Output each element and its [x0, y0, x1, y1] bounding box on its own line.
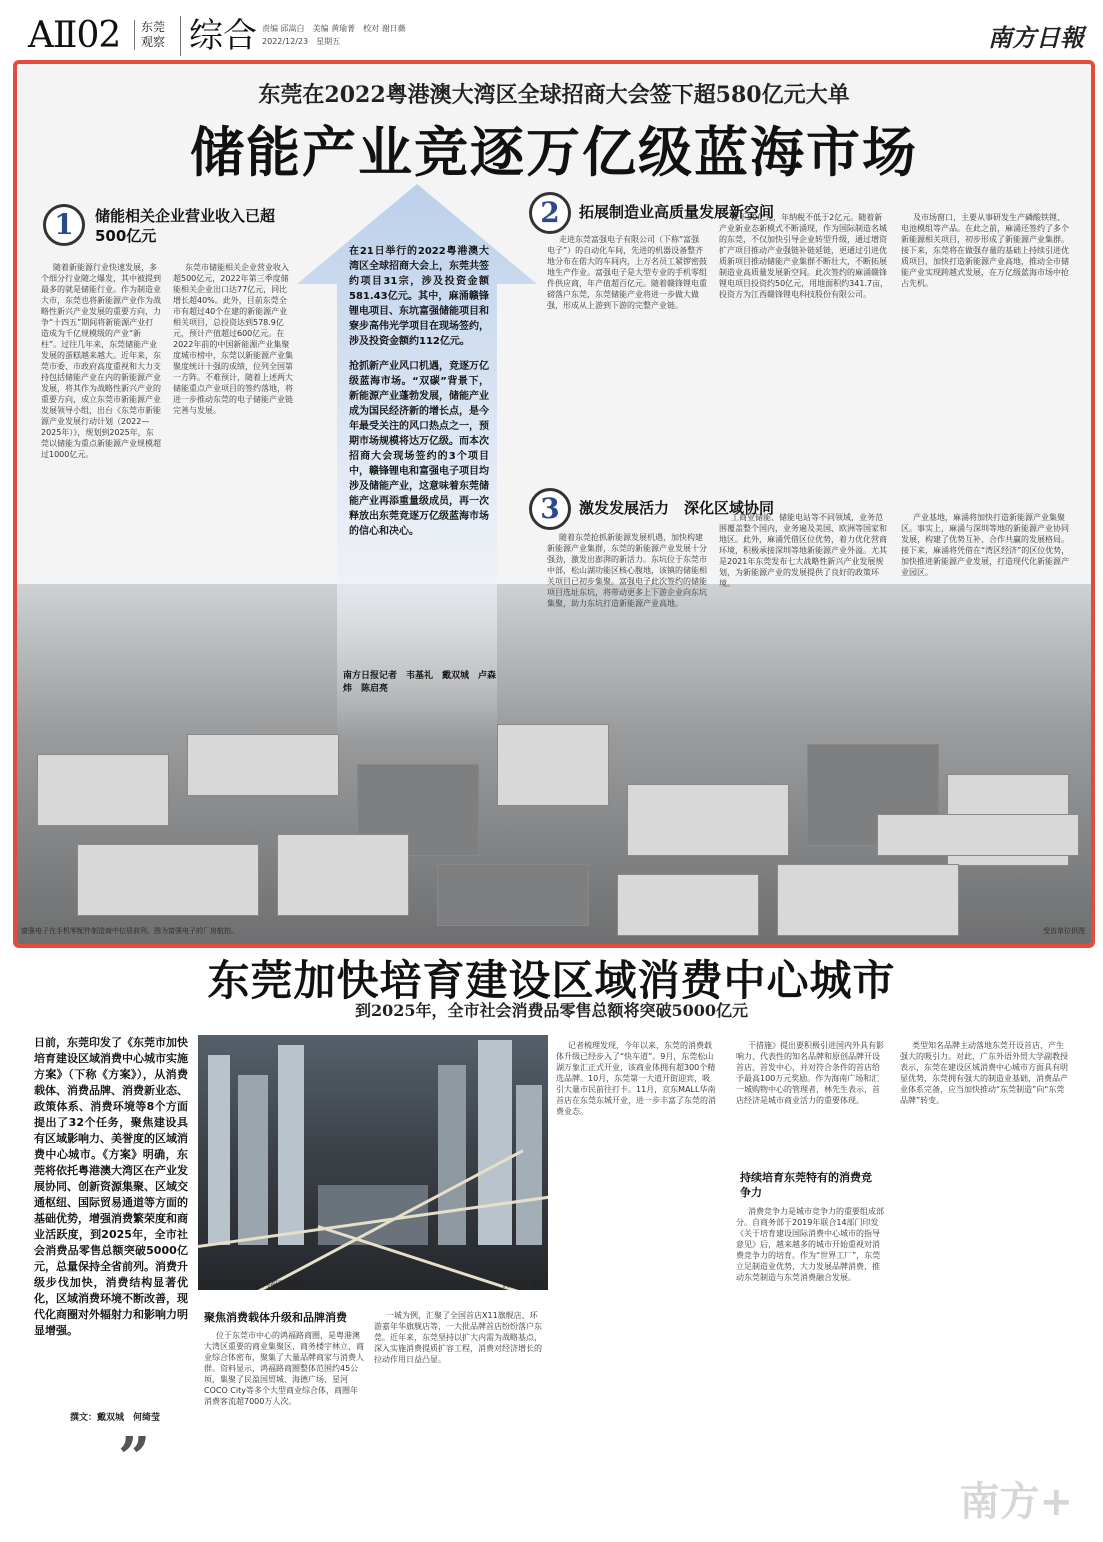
story1-lead [349, 244, 489, 539]
section2-text-c: 及市场窗口，主要从事研发生产磷酸铁锂、电池模组等产品。在此之前，麻涌还签约了多个新能源相关项目，初步形成了新能源产业集群。接下来，东莞将在做强存量的基础上持续引进优质项目，加快打造新能源产业高地，推动全市储能产业实现跨越式发展，在万亿级蓝海市场中抢占先机。 [901, 213, 1069, 288]
quote-mark-icon: ” [118, 1425, 151, 1491]
story2-text-d: 干措施》提出要积极引进国内外具有影响力、代表性的知名品牌和原创品牌开设首店、首发中心，并对符合条件的首店给予最高100万元奖励。作为海南广场和汇一城购物中心的管理者，林先生表示，首店经济是城市商业活力的重要体现。 [736, 1041, 884, 1105]
lead-paragraph-2: 抢抓新产业风口机遇，竞逐万亿级蓝海市场。“双碳”背景下，新能源产业蓬勃发展，储能产业成为国民经济新的增长点，是今年最受关注的风口热点之一，预期市场规模将达万亿级。而本次招商大会现场签约的3个项目中，赣锋锂电和富强电子项目均涉及储能产业，这意味着东莞储能产业再添重量级成员，再一次释放出东莞竞逐万亿级蓝海市场的信心和决心。 [349, 361, 489, 537]
story2-column-a [204, 1330, 364, 1530]
story2-photo-credit: 黄伟兴 摄 [502, 1280, 542, 1289]
section-tag: 东莞观察 [134, 20, 171, 50]
story2-author: 撰文：戴双城 何绮莹 [70, 1413, 161, 1423]
section3-text-b: 工商业储能、储能电站等不同领域，业务范围覆盖整个国内，业务遍及美国、欧洲等国家和地区。此外，麻涌凭借区位优势，着力优化营商环境，积极承接深圳等地新能源产业外溢。尤其是2021年东莞发布七大战略性新兴产业发展规划，为新能源产业的发展提供了良好的政策环境。 [719, 513, 887, 588]
section-number-3: 3 [529, 488, 571, 530]
story2-lead: 日前，东莞印发了《东莞市加快培育建设区域消费中心城市实施方案》（下称《方案》），从消费载体、消费品牌、消费新业态、政策体系、消费环境等8个方面提出了32个任务，聚焦建设具有区域影响力、美誉度的区域消费中心城市。《方案》明确，东莞将依托粤港澳大湾区在产业发展协同、创新资源集聚、区域交通枢纽、国际贸易通道等方面的基础优势，增强消费繁荣度和商业活跃度，到2025年，全市社会消费品零售总额突破5000亿元，总量保持全省前列。消费升级步伐加快，消费结构显著优化，区域消费环境不断改善，现代化商圈对外辐射力和影响力明显增强。 [34, 1036, 188, 1337]
story2-text-c: 一城为例，汇聚了全国首店X11旗舰店、环游嘉年华旗舰店等，一大批品牌首店纷纷落户东莞。近年来，东莞坚持以扩大内需为战略基点，深入实施消费提质扩容工程，消费对经济增长的拉动作用日益凸显。 [374, 1311, 542, 1364]
subheading-competitiveness: 持续培育东莞特有的消费竞争力 [740, 1171, 872, 1199]
section2-text-a: 走进东莞富强电子有限公司（下称“富强电子”）的自动化车间，先进的机器设备整齐地分布在偌大的车间内，上万名员工紧锣密鼓地生产作业。富强电子是大型专业的手机零组件供应商，年产值超百亿元。随着赣锋锂电重磅落户东莞，东莞储能产业将进一步做大做强，形成从上游到下游的完整产业链。 [547, 235, 707, 310]
story2-headline: 东莞加快培育建设区域消费中心城市 [207, 956, 896, 1005]
section-title: 综合 [180, 16, 257, 56]
masthead [22, 12, 1088, 63]
section3-column-b [719, 512, 889, 722]
section-number-1: 1 [43, 204, 85, 246]
section2-column-b [719, 212, 889, 478]
story2-text-e: 消费竞争力是城市竞争力的重要组成部分。自商务部于2019年联合14部门印发《关于培育建设国际消费中心城市的指导意见》后，越来越多的城市开始重视对消费竞争力的培育。作为“世界工厂”，东莞立足制造业优势，大力发展品牌消费，推动东莞制造与东莞消费融合发展。 [736, 1207, 884, 1282]
section1-text-a: 随着新能源行业快速发展，多个细分行业随之爆发，其中被提到最多的就是储能行业。作为制造业大市，东莞也将新能源产业作为战略性新兴产业发展的重要方向，力争“十四五”期间将新能源产业打造成为千亿规模级的产业“新柱”。过往几年来，东莞储能产业发展的蛋糕越来越大。近年来，东莞市委、市政府高度重视和大力支持包括储能产业在内的新能源产业发展，将其作为战略性新兴产业的重要方向，成立东莞市新能源产业发展领导小组，出台《东莞市新能源产业发展行动计划（2022—2025年）》，规划到2025年，东莞以储能为重点新能源产业规模超过1000亿元。 [41, 263, 161, 459]
story2-column-f [900, 1040, 1070, 1530]
section3-column-a [547, 532, 707, 722]
section1-column-a [41, 262, 161, 584]
page-number: AⅡ02 [28, 15, 121, 56]
section-title-1: 储能相关企业营业收入已超500亿元 [95, 207, 276, 245]
section3-text-c: 产业基地，麻涌将加快打造新能源产业集聚区。事实上，麻涌与深圳等地的新能源产业协同发展，构建了优势互补、合作共赢的发展格局。接下来，麻涌将凭借在“湾区经济”的区位优势，加快推进新能源产业发展，打造现代化新能源产业园区。 [901, 513, 1070, 577]
lead-arrow-panel [297, 184, 537, 744]
story2-text-b: 记者梳理发现，今年以来，东莞的消费载体升级已经步入了“快车道”。9月，东莞松山湖万象汇正式开业，该商业体拥有超300个精选品牌。10月，东莞第一大道开街迎宾，吸引大量市民前往打卡。11月，京东MALL华南首店在东莞东城开业，进一步丰富了东莞的消费业态。 [556, 1041, 716, 1116]
story2-text-a: 位于东莞市中心的鸿福路商圈，是粤港澳大湾区重要的商业集聚区，商务楼宇林立，商业综合体密布，聚集了大量品牌商家与消费人群。资料显示，鸿福路商圈整体范围约45公顷，集聚了民盈国贸城、海德广场、星河COCO City等多个大型商业综合体，商圈年消费客流超7000万人次。 [204, 1331, 364, 1406]
lead-paragraph-1: 在21日举行的2022粤港澳大湾区全球招商大会上，东莞共签约项目31宗，涉及投资金额581.43亿元。其中，麻涌赣锋锂电项目、东坑富强储能项目和寮步高伟光学项目在现场签约，涉及投资金额约112亿元。 [349, 246, 489, 347]
page-date: 2022/12/23 星期五 [262, 37, 341, 46]
story2-column-b [556, 1040, 716, 1530]
story2-subhead: 到2025年，全市社会消费品零售总额将突破5000亿元 [354, 1001, 749, 1020]
story1-kicker: 东莞在2022粤港澳大湾区全球招商大会签下超580亿元大单 [258, 82, 850, 108]
section3-text-a: 随着东莞抢抓新能源发展机遇，加快构建新能源产业集群，东莞的新能源产业发展十分强劲，激发出澎湃的新活力。东坑位于东莞市中部，松山湖功能区核心腹地，该镇的储能相关项目已初步集聚。富强电子此次签约的储能项目选址东坑，将带动更多上下游企业向东坑集聚，助力东坑打造新能源产业高地。 [547, 533, 707, 608]
page-meta [262, 22, 406, 48]
story2-text-f: 类型知名品牌主动落地东莞开设首店，产生强大的吸引力。对此，广东外语外贸大学副教授表示，东莞在建设区域消费中心城市方面具有明显优势，东莞拥有强大的制造业基础，消费品产业体系完备，应当加快推动“东莞制造”向“东莞品牌”转变。 [900, 1041, 1068, 1105]
section-title-2: 拓展制造业高质量发展新空间 [579, 203, 775, 221]
editor-credits: 责编 邱嵩白 美编 黄瑜菁 校对 谢日薇 [262, 24, 406, 33]
newspaper-logo: 南方日報 [988, 23, 1084, 52]
shopping-district-photo [198, 1035, 548, 1290]
photo-caption: 富强电子在手机零配件制造商中位居前列。图为富强电子的厂房航拍。 [21, 927, 238, 935]
section1-text-b: 东莞市储能相关企业营业收入超500亿元，2022年第三季度储能相关企业出口达77亿元，同比增长超40%。此外，目前东莞全市有超过40个在建的新能源产业相关项目，总投资达到578.9亿元，预计产值超过600亿元。在2022年前的中国新能源产业集聚度城市榜中，东莞以新能源产业集聚度统计十强的成绩，位列全国第一方阵。不难预计，随着上述两大储能重点产业项目的签约落地，将进一步推动东莞的电子储能产业链完善与发展。 [173, 263, 293, 415]
section2-column-c [901, 212, 1071, 478]
watermark: 南方+ [959, 1479, 1073, 1525]
section-number-2: 2 [529, 192, 571, 234]
section-title-3: 激发发展活力 深化区域协同 [579, 499, 775, 517]
story2-column-e [736, 1206, 886, 1530]
story1-byline: 南方日报记者 韦基礼 戴双城 卢森炜 陈启亮 [343, 671, 497, 694]
section1-column-b [173, 262, 293, 584]
story2-column-d [736, 1040, 886, 1160]
section3-column-c [901, 512, 1071, 722]
story2-photo-caption-row [198, 1279, 548, 1290]
story1-headline: 储能产业竞逐万亿级蓝海市场 [190, 120, 918, 184]
section2-text-b: 低于50亿元，年纳税不低于2亿元。随着新产业新业态新模式不断涌现，作为国际制造名城的东莞，不仅加快引导企业转型升级，通过增资扩产项目推动产业强链补链延链，更通过引进优质新项目推动储能产业集群不断壮大，不断拓展制造业高质量发展新空间。此次签约的麻涌赣锋锂电项目投资约50亿元，用地面积约341.7亩，投资方为江西赣锋锂电科技股份有限公司。 [719, 213, 889, 299]
story2-photo-caption: 位于东莞市中心的鸿福路商圈。 [198, 1280, 310, 1289]
photo-credit: 受访单位供图 [1043, 927, 1085, 935]
subheading-consumption-carrier: 聚焦消费载体升级和品牌消费 [204, 1311, 347, 1324]
story2-column-c [374, 1310, 544, 1530]
section2-column-a [547, 234, 707, 478]
story-frame[interactable] [13, 60, 1095, 948]
